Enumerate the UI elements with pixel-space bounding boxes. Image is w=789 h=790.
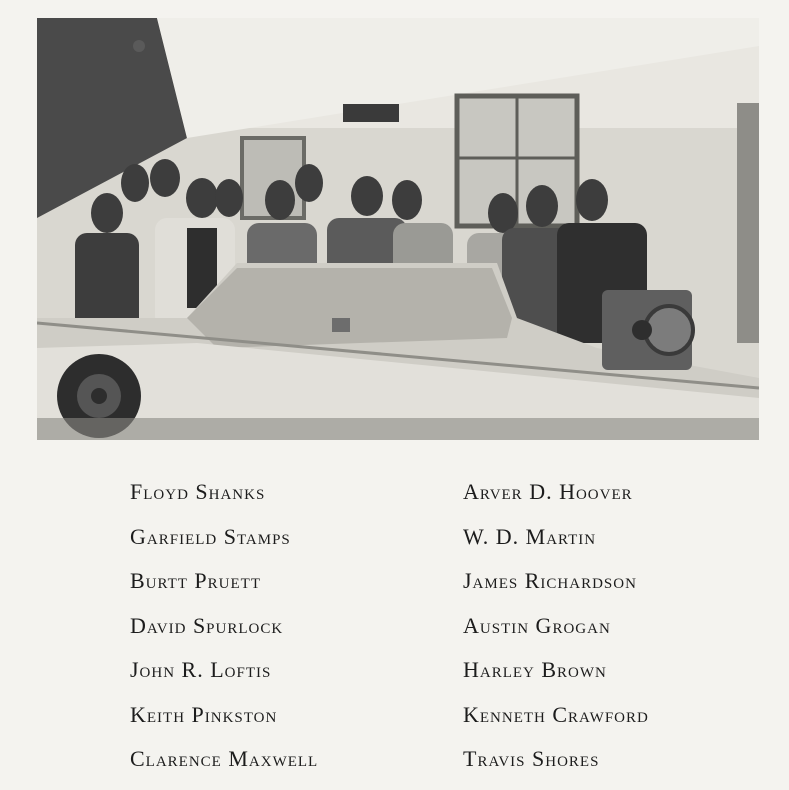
name-entry: Clarence Maxwell bbox=[130, 746, 319, 771]
name-entry: James Richardson bbox=[463, 568, 637, 593]
name-list bbox=[130, 476, 730, 776]
group-photo-drawing bbox=[37, 18, 759, 440]
name-entry: Keith Pinkston bbox=[130, 701, 278, 727]
name-entry: Floyd Shanks bbox=[130, 479, 266, 504]
name-entry: W. D. Martin bbox=[463, 523, 597, 549]
group-photo bbox=[37, 18, 759, 440]
name-column-right bbox=[463, 476, 649, 788]
name-entry: Burtt Pruett bbox=[130, 568, 261, 593]
name-entry: Arver D. Hoover bbox=[463, 479, 633, 504]
name-entry: Austin Grogan bbox=[463, 612, 611, 638]
name-entry: Garfield Stamps bbox=[130, 523, 291, 549]
name-entry: John R. Loftis bbox=[130, 657, 272, 682]
name-entry: Travis Shores bbox=[463, 746, 600, 771]
name-entry: Harley Brown bbox=[463, 657, 607, 682]
name-entry: David Spurlock bbox=[130, 612, 284, 638]
name-column-left bbox=[130, 476, 318, 788]
name-entry: Kenneth Crawford bbox=[463, 701, 649, 727]
